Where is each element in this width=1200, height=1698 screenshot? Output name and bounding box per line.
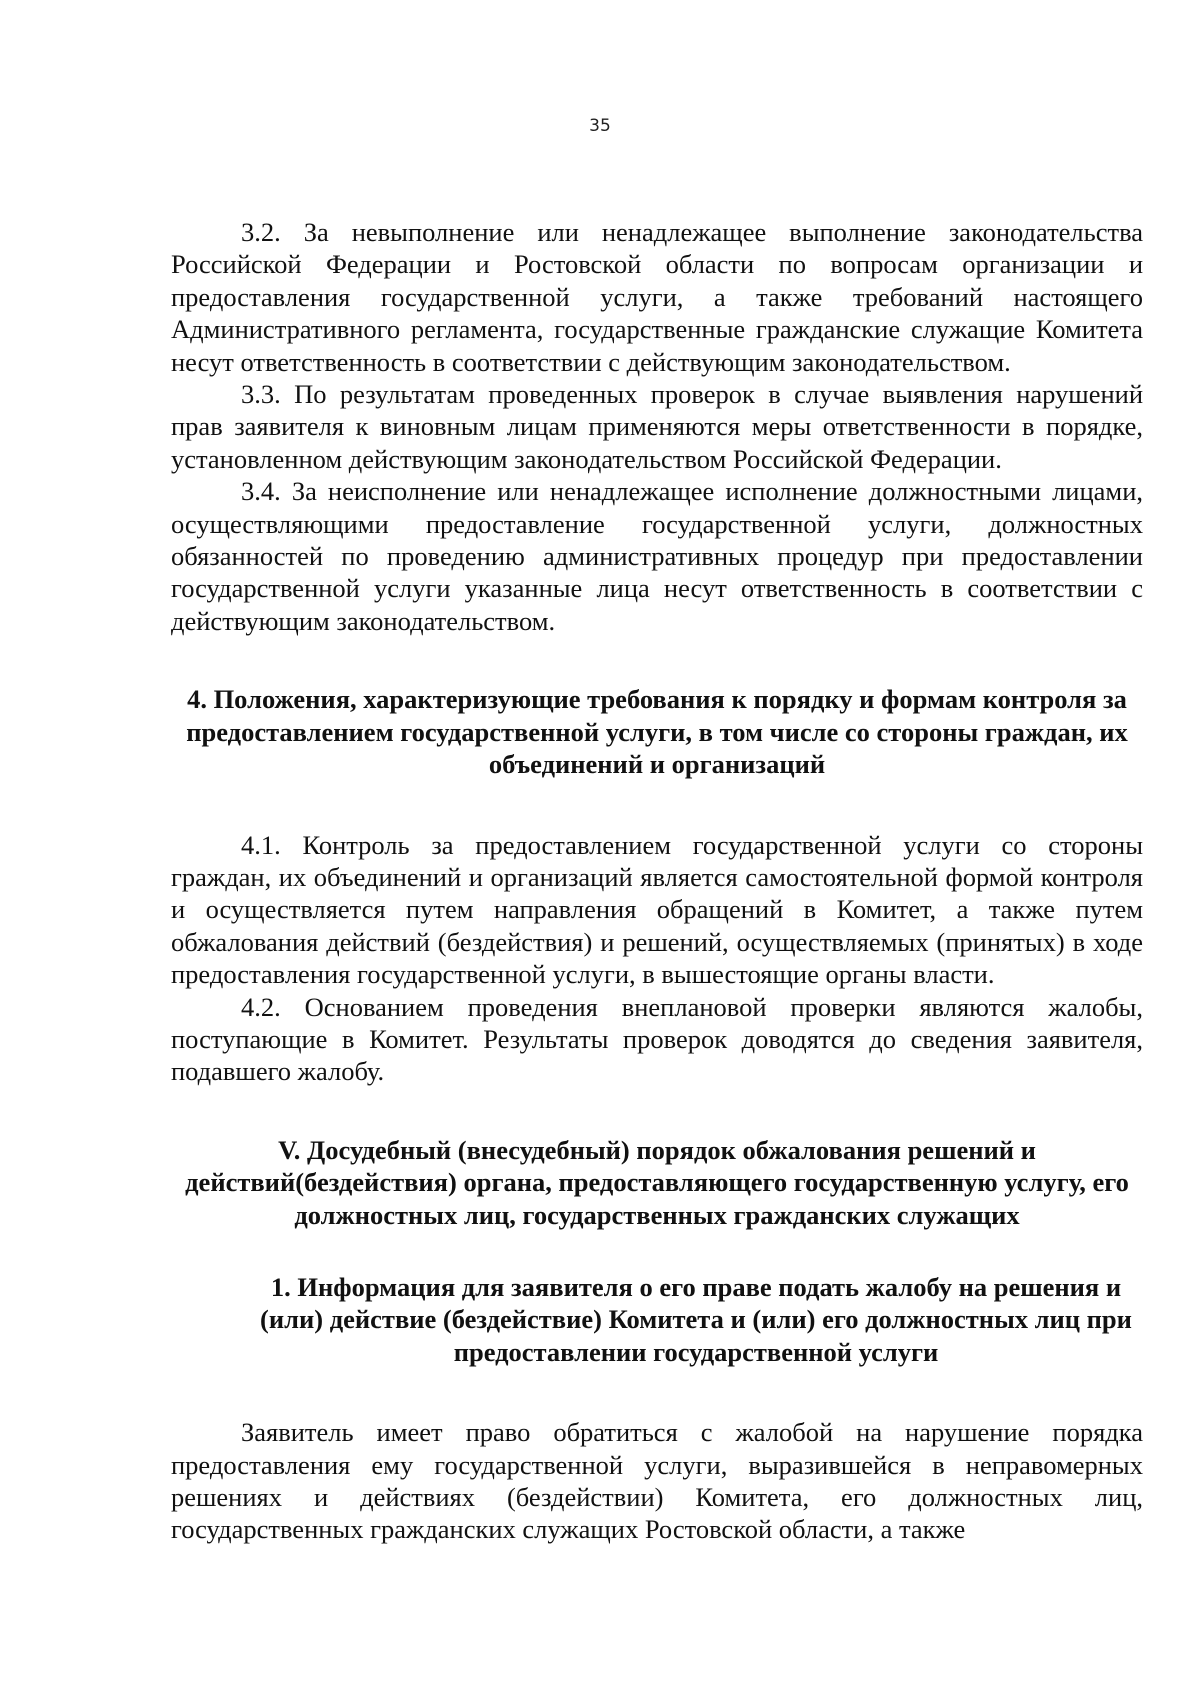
paragraph-4-2: 4.2. Основанием проведения внеплановой проверки являются жалобы, поступающие в Комитет. Результаты проверок доводятся до сведения заявителя, подавшего жалобу.: [171, 991, 1143, 1087]
section-5-1-title: Информация для заявителя о его праве подать жалобу на решения и (или) действие (бездействие) Комитета и (или) его должностных лиц при предоставлении государственной услуги: [260, 1271, 1132, 1367]
section-5-1-heading: [171, 1271, 1143, 1368]
paragraph-final: Заявитель имеет право обратиться с жалобой на нарушение порядка предоставления ему государственной услуги, выразившейся в неправомерных решениях и действиях (бездействии) Комитета, его должностных лиц, государственных гражданских служащих Ростовской области, а также: [171, 1417, 1143, 1545]
paragraph-3-4: 3.4. За неисполнение или ненадлежащее исполнение должностными лицами, осуществляющими предоставление государственной услуги, должностных обязанностей по проведению административных процедур при предоставлении государственной услуги указанные лица несут ответственность в соответствии с действующим законодательством.: [171, 476, 1143, 636]
paragraph-4-1: 4.1. Контроль за предоставлением государственной услуги со стороны граждан, их объединений и организаций является самостоятельной формой контроля и осуществляется путем направления обращений в Комитет, а также путем обжалования действий (бездействия) и решений, осуществляемых (принятых) в ходе предоставления государственной услуги, в вышестоящие органы власти.: [171, 829, 1143, 990]
page-number: 35: [589, 116, 611, 136]
section-5-1-number: 1.: [270, 1271, 291, 1302]
paragraph-3-2: 3.2. За невыполнение или ненадлежащее выполнение законодательства Российской Федерации и Ростовской области по вопросам организации и предоставления государственной услуги, а также требований настоящего Административного регламента, государственные гражданские служащие Комитета несут ответственность в соответствии с действующим законодательством.: [171, 217, 1143, 377]
document-body: [171, 216, 1143, 1546]
section-4-heading: 4. Положения, характеризующие требования к порядку и формам контроля за предоставлением государственной услуги, в том числе со стороны граждан, их объединений и организаций: [186, 684, 1128, 780]
paragraph-3-3: 3.3. По результатам проведенных проверок в случае выявления нарушений прав заявителя к виновным лицам применяются меры ответственности в порядке, установленном действующим законодательством Российской Федерации.: [171, 379, 1143, 474]
section-5-heading: V. Досудебный (внесудебный) порядок обжалования решений и действий(бездействия) органа, предоставляющего государственную услугу, его должностных лиц, государственных гражданских служащих: [185, 1134, 1129, 1230]
